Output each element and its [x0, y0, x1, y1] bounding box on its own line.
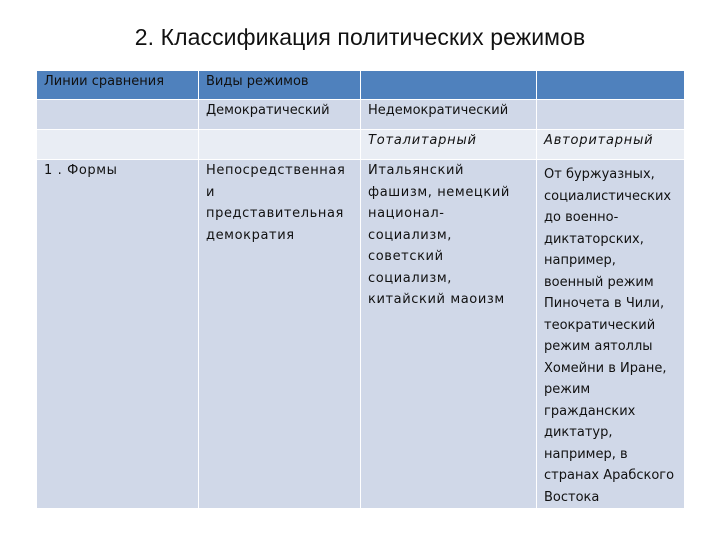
- text-line: гражданских: [544, 403, 636, 419]
- text-line: странах Арабского: [544, 468, 675, 483]
- text-line: Итальянский: [368, 163, 465, 178]
- text-line: Востока: [544, 489, 600, 505]
- text-line: до военно-: [544, 210, 619, 225]
- slide-title: 2. Классификация политических режимов: [134, 24, 586, 50]
- text-line: диктатур,: [544, 425, 613, 440]
- text-line: От буржуазных,: [544, 167, 655, 182]
- table-row: [37, 130, 685, 160]
- header-comparison-lines: Линии сравнения: [37, 71, 199, 100]
- cell-totalitarian: Тоталитарный: [361, 130, 537, 160]
- text-line: Пиночета в Чили,: [544, 296, 665, 311]
- text-line: режим аятоллы: [544, 339, 653, 354]
- text-line: режим: [544, 382, 591, 397]
- table-cell: [199, 130, 361, 160]
- header-empty-cell: [361, 71, 537, 100]
- table-row: [37, 160, 685, 509]
- text-line: Непосредственная: [206, 163, 346, 178]
- text-line: социализм,: [368, 227, 452, 243]
- header-regime-types: Виды режимов: [199, 71, 361, 100]
- cell-authoritarian-forms: [537, 160, 685, 509]
- table-cell: [37, 100, 199, 130]
- cell-authoritarian: Авторитарный: [537, 130, 685, 160]
- text-line: представительная: [206, 206, 344, 221]
- cell-non-democratic: Недемократический: [361, 100, 537, 130]
- text-line: Хомейни в Иране,: [544, 360, 667, 376]
- text-line: диктаторских,: [544, 231, 644, 247]
- text-line: например,: [544, 253, 616, 268]
- text-line: национал-: [368, 206, 445, 221]
- text-line: социализм,: [368, 270, 452, 286]
- header-empty-cell: [537, 71, 685, 100]
- text-line: например, в: [544, 446, 628, 462]
- row-label-forms: 1 . Формы: [37, 160, 199, 509]
- table-cell: [37, 130, 199, 160]
- table-cell: [537, 100, 685, 130]
- cell-democratic-forms: [199, 160, 361, 509]
- text-line: теократический: [544, 317, 656, 333]
- cell-totalitarian-forms: [361, 160, 537, 509]
- cell-democratic: Демократический: [199, 100, 361, 130]
- table-header-row: [37, 71, 685, 100]
- table-row: [37, 100, 685, 130]
- text-line: фашизм, немецкий: [368, 184, 510, 200]
- text-line: социалистических: [544, 188, 672, 204]
- text-line: и: [206, 184, 216, 200]
- text-line: китайский маоизм: [368, 292, 505, 307]
- text-line: советский: [368, 249, 444, 264]
- regimes-table: [36, 70, 685, 509]
- text-line: военный режим: [544, 274, 654, 290]
- text-line: демократия: [206, 227, 295, 243]
